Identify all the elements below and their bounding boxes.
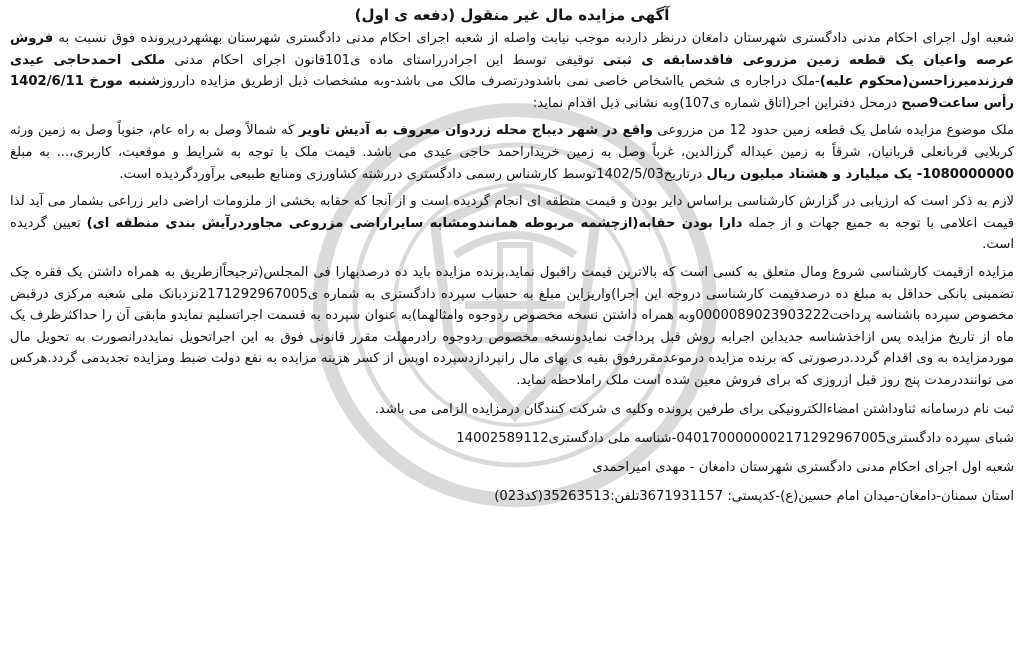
notice-title: آگهی مزایده مال غیر منقول (دفعه ی اول) — [354, 6, 670, 24]
paragraph-intro — [10, 28, 1014, 114]
address-line: استان سمنان-دامغان-میدان امام حسین(ع)-کدپستی: 3671931157تلفن:35263513(کد023) — [494, 488, 1014, 504]
auction-date-bold: شنبه مورخ 1402/6/11 رأس ساعت9صبح — [10, 74, 1014, 111]
property-text-2: که شمالاً وصل به راه عام، جنوباً وصل به زمین ورثه کربلایی قربانعلی قربانیان، شرقاً به زمین عبداله گرزالدین، غرباً وصل به زمین خریداراحمد حاجی عیدی می باشد. قیمت ملک با توجه به شرایط و موقعیت، کاربری،... به مبلغ — [10, 123, 1014, 160]
property-location-bold: واقع در شهر دیباج محله زردوان معروف به آدیش تاویر — [298, 123, 653, 139]
water-rights-text-2: تعیین گردیده است. — [10, 215, 1014, 253]
paragraph-terms: مزایده ازقیمت کارشناسی شروع ومال متعلق به کسی است که بالاترین قیمت راقبول نماید.برنده مزایده باید ده درصدبهارا فی المجلس(ترجیحاًازطریق به همراه داشتن یک فقره چک تضمینی بانکی حداقل به مبلغ ده درصدقیمت کارشناسی دروجه این اجرا)واریزاین مبلغ به حساب سپرده دادگستری به شماره ی2171292967005نزدبانک ملی شعبه مرکزی درقبض مخصوص سپرده باشناسه پرداخت0000089023903222وبه همراه داشتن نسخه مخصوص ردوجوه وامثالهما)به عنوان سپرده به قسمت اجراتسلیم نمایدو مابقی آن را حداکثرظرف یک ماه از تاریخ مزایده پس ازاخذشناسه جدیداین اجرابه روش قبل پرداخت نمایدونسخه مخصوص ردوجوه رادرمهلت مقرر قانونی فوق به این اجراتحویل نمایددرانصورت به تحویل مال موردمزایده به وی اقدام گردد.درصورتی که برنده مزایده درموعدمقررفوق بقیه ی بهای مال رانپردازدسپرده اوپس از کسر هزینه مزایده به نفع دولت ضبط ومزایده تجدیدمی گردد.هرکس می تواننددرمدت پنج روز قبل ازروزی که برای فروش معین شده است ملک راملاحظه نماید. — [10, 264, 1014, 388]
intro-text-3: -ملک دراجاره ی شخص یااشخاص خاصی نمی باشدودرتصرف مالک می باشد-وبه مشخصات ذیل ازطریق مزایده دارروز — [160, 74, 820, 90]
property-price-bold: 1080000000- یک میلیارد و هشتاد میلیون ریال — [706, 166, 1014, 182]
property-text-3: درتاریخ1402/5/03توسط کارشناس رسمی دادگستری دررشته کشاورزی ومنابع طبیعی برآوردگردیده است. — [119, 166, 707, 182]
water-rights-bold: دارا بودن حقابه(ازچشمه مربوطه همانندومشابه سایراراضی مزروعی مجاوردرآیش بندی منطقه ای) — [86, 215, 743, 231]
signature-line: شعبه اول اجرای احکام مدنی دادگستری شهرستان دامغان - مهدی امیراحمدی — [592, 459, 1014, 475]
intro-text-4: درمحل دفتراین اجر(اتاق شماره ی107)وبه نشانی ذیل اقدام نماید: — [532, 95, 902, 111]
intro-text-2: توقیفی توسط این اجرادرراستای ماده ی101قانون اجرای احکام مدنی — [165, 52, 603, 68]
owner-name-bold: ملکی احمدحاجی عیدی فرزندمیرزاحسن(محکوم علیه) — [10, 52, 1014, 90]
water-rights-text: لازم به ذکر است که ارزیابی در گزارش کارشناسی براساس دایر بودن و قیمت منطقه ای انجام گردیده است و از آنجا که حقابه بخشی از ملزومات اراضی دایر زراعی بشمار می آید لذا قیمت اعلامی با توجه به جمیع جهات و از جمله — [10, 194, 1015, 231]
sheba-line: شبای سپرده دادگستری0401700000002171292967005-شناسه ملی دادگستری14002589112 — [456, 430, 1014, 446]
property-description-bold: فروش عرصه واعیان یک قطعه زمین مزروعی فاقدسابقه ی ثبتی — [10, 31, 1014, 68]
property-text: ملک موضوع مزایده شامل یک قطعه زمین حدود 12 من مزروعی — [652, 123, 1014, 139]
paragraph-property — [10, 120, 1014, 185]
paragraph-water-rights — [10, 191, 1014, 256]
sana-registration-line: ثبت نام درسامانه ثناوداشتن امضاءالکترونیکی برای طرفین پرونده وکلیه ی شرکت کنندگان درمزایده الزامی می باشد. — [374, 401, 1014, 417]
intro-text: شعبه اول اجرای احکام مدنی دادگستری شهرستان دامغان درنظر داردبه موجب نیابت واصله از شعبه اجرای احکام مدنی دادگستری شهرستان بهشهردرپرونده فوق نسبت به — [53, 31, 1014, 46]
